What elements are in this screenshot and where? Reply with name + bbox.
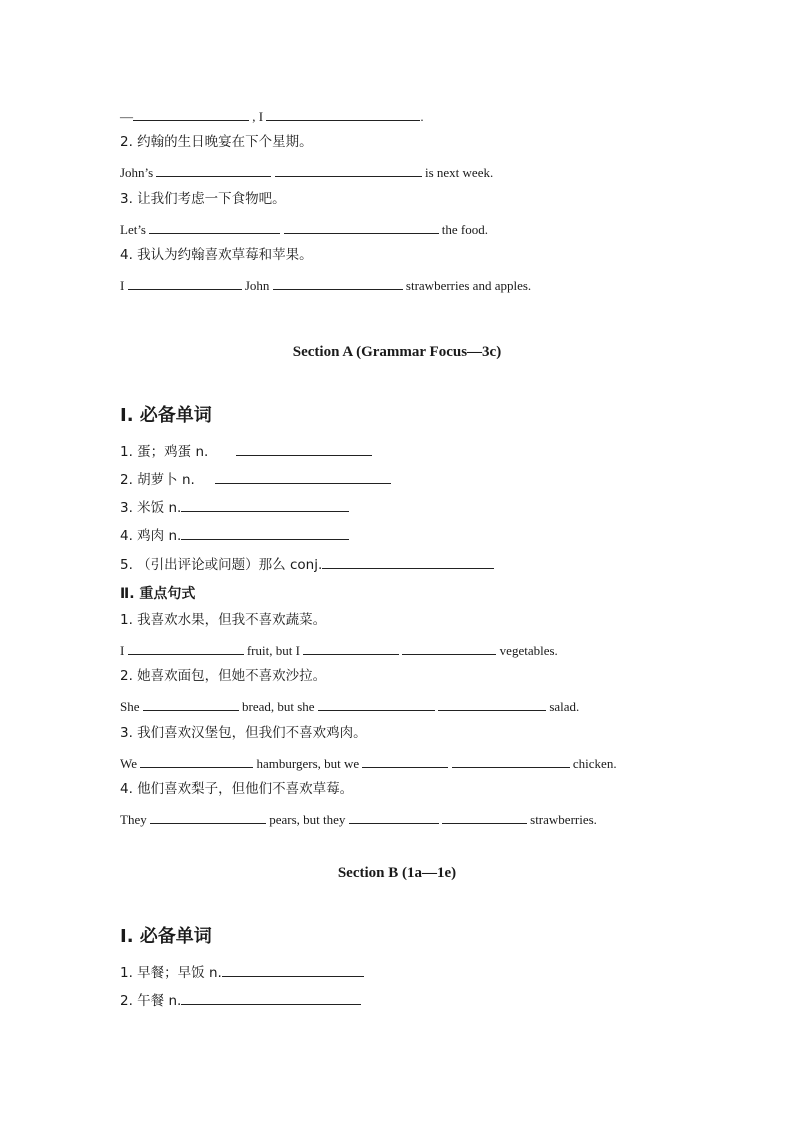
- prefix-text: I: [120, 643, 125, 658]
- blank[interactable]: [284, 221, 439, 234]
- vocab-item: [120, 443, 372, 460]
- blank[interactable]: [181, 527, 349, 540]
- vocab-item: [120, 471, 391, 488]
- vocab-item: [120, 556, 494, 573]
- blank[interactable]: [133, 108, 249, 121]
- blank[interactable]: [273, 277, 403, 290]
- blank[interactable]: [156, 164, 271, 177]
- vocab-label: 2. 午餐 n.: [120, 993, 182, 1009]
- end-text: .: [420, 109, 424, 124]
- blank[interactable]: [143, 698, 239, 711]
- sentence-3-answer: [120, 755, 617, 772]
- vocab-label: 2. 胡萝卜 n.: [120, 472, 195, 488]
- prefix-text: I: [120, 278, 125, 293]
- section-b-vocab-heading: Ⅰ. 必备单词: [120, 926, 212, 947]
- middle-text: John: [244, 278, 270, 293]
- blank[interactable]: [275, 164, 422, 177]
- blank[interactable]: [442, 811, 527, 824]
- prefix-text: She: [120, 699, 140, 714]
- blank[interactable]: [150, 811, 266, 824]
- answer-line-2: [120, 164, 493, 181]
- vocab-item: [120, 964, 364, 981]
- sentence-1-answer: [120, 642, 558, 659]
- vocab-label: 1. 早餐；早饭 n.: [120, 965, 222, 981]
- sentence-1-zh: 1. 我喜欢水果，但我不喜欢蔬菜。: [120, 612, 327, 628]
- vocab-item: [120, 499, 349, 516]
- prefix-text: Let’s: [120, 222, 146, 237]
- middle-text: pears, but they: [269, 812, 346, 827]
- vocab-label: 5. （引出评论或问题）那么 conj.: [120, 557, 323, 573]
- blank[interactable]: [266, 108, 420, 121]
- blank[interactable]: [181, 499, 349, 512]
- prefix-text: They: [120, 812, 147, 827]
- sentence-3-zh: 3. 我们喜欢汉堡包，但我们不喜欢鸡肉。: [120, 725, 367, 741]
- vocab-item: [120, 527, 349, 544]
- question-2-zh: 2. 约翰的生日晚宴在下个星期。: [120, 134, 313, 150]
- suffix-text: strawberries and apples.: [405, 278, 532, 293]
- blank[interactable]: [303, 642, 399, 655]
- answer-line-3: [120, 221, 488, 238]
- blank[interactable]: [140, 755, 253, 768]
- dash-text: —: [120, 109, 133, 124]
- blank[interactable]: [318, 698, 435, 711]
- vocab-label: 1. 蛋；鸡蛋 n.: [120, 444, 209, 460]
- suffix-text: is next week.: [424, 165, 494, 180]
- answer-line-1: [120, 108, 424, 125]
- vocab-item: [120, 992, 361, 1009]
- question-4-zh: 4. 我认为约翰喜欢草莓和苹果。: [120, 247, 313, 263]
- section-b-title: Section B (1a—1e): [337, 865, 457, 881]
- blank[interactable]: [452, 755, 570, 768]
- prefix-text: We: [120, 756, 137, 771]
- middle-text: hamburgers, but we: [256, 756, 360, 771]
- blank[interactable]: [438, 698, 546, 711]
- sentence-2-zh: 2. 她喜欢面包，但她不喜欢沙拉。: [120, 668, 327, 684]
- vocab-label: 3. 米饭 n.: [120, 500, 182, 516]
- sentence-4-zh: 4. 他们喜欢梨子，但他们不喜欢草莓。: [120, 781, 354, 797]
- middle-text: bread, but she: [242, 699, 315, 714]
- question-3-zh: 3. 让我们考虑一下食物吧。: [120, 191, 286, 207]
- suffix-text: the food.: [441, 222, 488, 237]
- sentence-2-answer: [120, 698, 579, 715]
- blank[interactable]: [128, 277, 242, 290]
- section-a-title: Section A (Grammar Focus—3c): [292, 344, 502, 360]
- blank[interactable]: [222, 964, 364, 977]
- suffix-text: salad.: [549, 699, 580, 714]
- blank[interactable]: [349, 811, 439, 824]
- blank[interactable]: [402, 642, 496, 655]
- suffix-text: strawberries.: [530, 812, 597, 827]
- suffix-text: vegetables.: [499, 643, 558, 658]
- section-a-sentence-heading: Ⅱ. 重点句式: [120, 586, 196, 602]
- vocab-label: 4. 鸡肉 n.: [120, 528, 182, 544]
- section-a-vocab-heading: Ⅰ. 必备单词: [120, 405, 212, 426]
- blank[interactable]: [215, 471, 391, 484]
- blank[interactable]: [362, 755, 448, 768]
- prefix-text: John’s: [120, 165, 154, 180]
- suffix-text: chicken.: [572, 756, 617, 771]
- comma-text: , I: [252, 109, 264, 124]
- blank[interactable]: [149, 221, 280, 234]
- blank[interactable]: [236, 443, 372, 456]
- answer-line-4: [120, 277, 531, 294]
- blank[interactable]: [128, 642, 244, 655]
- sentence-4-answer: [120, 811, 597, 828]
- blank[interactable]: [322, 556, 494, 569]
- middle-text: fruit, but I: [246, 643, 300, 658]
- blank[interactable]: [181, 992, 361, 1005]
